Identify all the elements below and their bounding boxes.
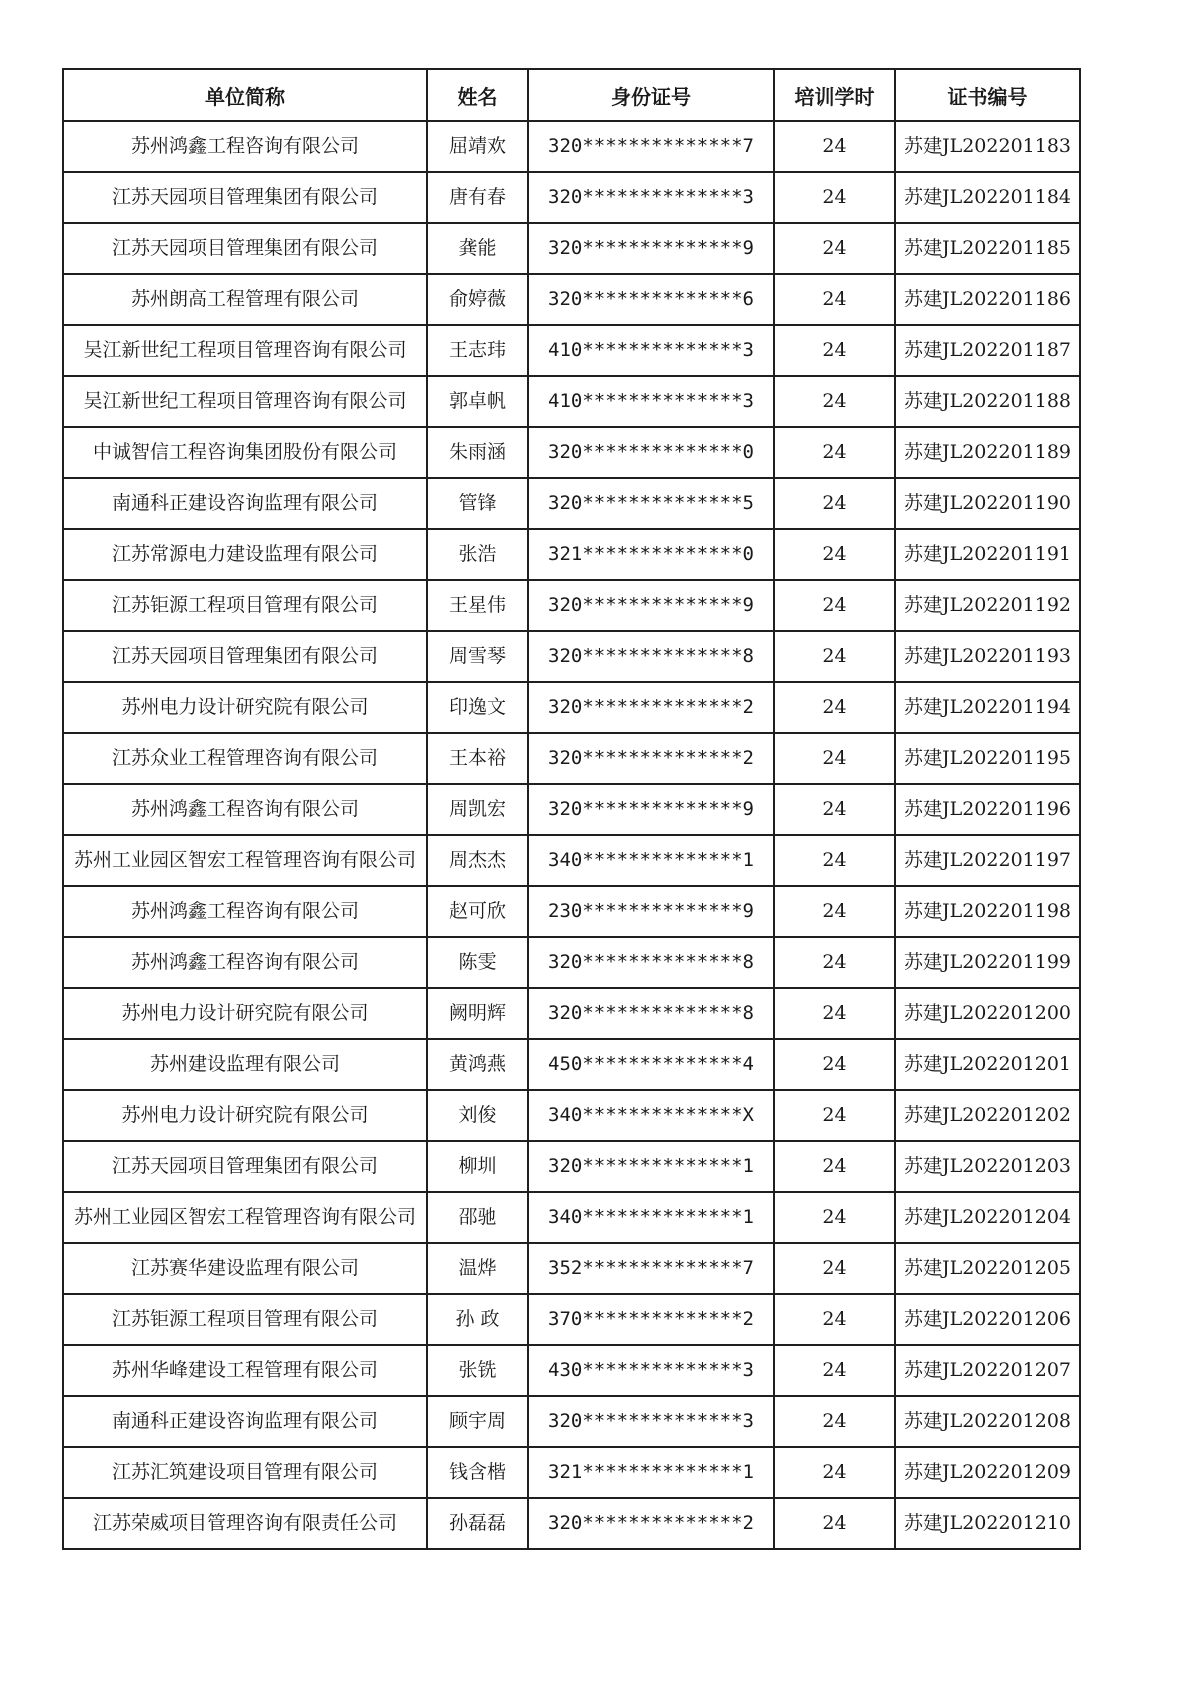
cell-certificate-number: 苏建JL202201207 xyxy=(895,1345,1080,1396)
cell-training-hours: 24 xyxy=(774,733,895,784)
cell-unit: 苏州电力设计研究院有限公司 xyxy=(63,1090,427,1141)
cell-unit: 江苏钜源工程项目管理有限公司 xyxy=(63,580,427,631)
cell-unit: 江苏天园项目管理集团有限公司 xyxy=(63,172,427,223)
cell-id-number: 320**************2 xyxy=(528,1498,774,1549)
table-row xyxy=(63,1039,1080,1090)
cell-id-number: 320**************3 xyxy=(528,1396,774,1447)
training-certificate-table xyxy=(62,68,1081,1550)
cell-certificate-number: 苏建JL202201206 xyxy=(895,1294,1080,1345)
table-row xyxy=(63,1090,1080,1141)
cell-name: 管锋 xyxy=(427,478,528,529)
cell-id-number: 430**************3 xyxy=(528,1345,774,1396)
cell-unit: 江苏天园项目管理集团有限公司 xyxy=(63,223,427,274)
cell-name: 屈靖欢 xyxy=(427,121,528,172)
cell-name: 孙 政 xyxy=(427,1294,528,1345)
cell-name: 邵驰 xyxy=(427,1192,528,1243)
table-row xyxy=(63,376,1080,427)
cell-training-hours: 24 xyxy=(774,631,895,682)
cell-certificate-number: 苏建JL202201192 xyxy=(895,580,1080,631)
cell-certificate-number: 苏建JL202201210 xyxy=(895,1498,1080,1549)
cell-training-hours: 24 xyxy=(774,580,895,631)
cell-name: 阙明辉 xyxy=(427,988,528,1039)
cell-certificate-number: 苏建JL202201197 xyxy=(895,835,1080,886)
cell-certificate-number: 苏建JL202201198 xyxy=(895,886,1080,937)
cell-certificate-number: 苏建JL202201203 xyxy=(895,1141,1080,1192)
cell-id-number: 320**************2 xyxy=(528,733,774,784)
cell-name: 王本裕 xyxy=(427,733,528,784)
cell-id-number: 320**************9 xyxy=(528,580,774,631)
cell-certificate-number: 苏建JL202201193 xyxy=(895,631,1080,682)
cell-training-hours: 24 xyxy=(774,1141,895,1192)
cell-training-hours: 24 xyxy=(774,835,895,886)
table-header xyxy=(63,69,1080,121)
cell-certificate-number: 苏建JL202201199 xyxy=(895,937,1080,988)
cell-training-hours: 24 xyxy=(774,223,895,274)
cell-certificate-number: 苏建JL202201190 xyxy=(895,478,1080,529)
table-row xyxy=(63,631,1080,682)
cell-certificate-number: 苏建JL202201186 xyxy=(895,274,1080,325)
cell-certificate-number: 苏建JL202201188 xyxy=(895,376,1080,427)
cell-id-number: 321**************0 xyxy=(528,529,774,580)
cell-unit: 江苏众业工程管理咨询有限公司 xyxy=(63,733,427,784)
table-row xyxy=(63,784,1080,835)
cell-id-number: 320**************1 xyxy=(528,1141,774,1192)
table-row xyxy=(63,580,1080,631)
cell-name: 周雪琴 xyxy=(427,631,528,682)
cell-training-hours: 24 xyxy=(774,784,895,835)
cell-unit: 江苏荣威项目管理咨询有限责任公司 xyxy=(63,1498,427,1549)
cell-training-hours: 24 xyxy=(774,427,895,478)
cell-unit: 苏州鸿鑫工程咨询有限公司 xyxy=(63,937,427,988)
cell-id-number: 450**************4 xyxy=(528,1039,774,1090)
cell-training-hours: 24 xyxy=(774,937,895,988)
table-row xyxy=(63,274,1080,325)
cell-name: 赵可欣 xyxy=(427,886,528,937)
cell-id-number: 230**************9 xyxy=(528,886,774,937)
cell-name: 王志玮 xyxy=(427,325,528,376)
cell-id-number: 410**************3 xyxy=(528,376,774,427)
cell-certificate-number: 苏建JL202201204 xyxy=(895,1192,1080,1243)
header-id-number: 身份证号 xyxy=(528,69,774,121)
cell-unit: 苏州建设监理有限公司 xyxy=(63,1039,427,1090)
cell-name: 王星伟 xyxy=(427,580,528,631)
cell-training-hours: 24 xyxy=(774,172,895,223)
cell-unit: 苏州鸿鑫工程咨询有限公司 xyxy=(63,886,427,937)
cell-name: 张浩 xyxy=(427,529,528,580)
header-unit: 单位简称 xyxy=(63,69,427,121)
cell-name: 黄鸿燕 xyxy=(427,1039,528,1090)
cell-training-hours: 24 xyxy=(774,1039,895,1090)
table-row xyxy=(63,478,1080,529)
cell-id-number: 320**************9 xyxy=(528,223,774,274)
cell-name: 俞婷薇 xyxy=(427,274,528,325)
cell-unit: 吴江新世纪工程项目管理咨询有限公司 xyxy=(63,325,427,376)
cell-unit: 江苏汇筑建设项目管理有限公司 xyxy=(63,1447,427,1498)
cell-name: 周凯宏 xyxy=(427,784,528,835)
cell-training-hours: 24 xyxy=(774,121,895,172)
cell-unit: 苏州鸿鑫工程咨询有限公司 xyxy=(63,121,427,172)
cell-id-number: 320**************7 xyxy=(528,121,774,172)
cell-training-hours: 24 xyxy=(774,478,895,529)
table-row xyxy=(63,682,1080,733)
cell-name: 郭卓帆 xyxy=(427,376,528,427)
cell-training-hours: 24 xyxy=(774,988,895,1039)
cell-id-number: 320**************8 xyxy=(528,988,774,1039)
cell-id-number: 320**************8 xyxy=(528,937,774,988)
cell-id-number: 410**************3 xyxy=(528,325,774,376)
cell-certificate-number: 苏建JL202201200 xyxy=(895,988,1080,1039)
cell-id-number: 320**************9 xyxy=(528,784,774,835)
cell-certificate-number: 苏建JL202201201 xyxy=(895,1039,1080,1090)
table-row xyxy=(63,1243,1080,1294)
cell-training-hours: 24 xyxy=(774,886,895,937)
header-training-hours: 培训学时 xyxy=(774,69,895,121)
cell-id-number: 340**************X xyxy=(528,1090,774,1141)
cell-certificate-number: 苏建JL202201187 xyxy=(895,325,1080,376)
cell-name: 印逸文 xyxy=(427,682,528,733)
cell-training-hours: 24 xyxy=(774,1090,895,1141)
cell-unit: 吴江新世纪工程项目管理咨询有限公司 xyxy=(63,376,427,427)
cell-certificate-number: 苏建JL202201189 xyxy=(895,427,1080,478)
table-row xyxy=(63,223,1080,274)
cell-name: 温烨 xyxy=(427,1243,528,1294)
cell-name: 钱含楷 xyxy=(427,1447,528,1498)
cell-unit: 江苏天园项目管理集团有限公司 xyxy=(63,631,427,682)
table-row xyxy=(63,427,1080,478)
cell-training-hours: 24 xyxy=(774,1396,895,1447)
cell-training-hours: 24 xyxy=(774,1192,895,1243)
cell-certificate-number: 苏建JL202201195 xyxy=(895,733,1080,784)
cell-name: 周杰杰 xyxy=(427,835,528,886)
cell-id-number: 321**************1 xyxy=(528,1447,774,1498)
cell-training-hours: 24 xyxy=(774,1447,895,1498)
table-row xyxy=(63,937,1080,988)
table-row xyxy=(63,988,1080,1039)
cell-certificate-number: 苏建JL202201185 xyxy=(895,223,1080,274)
cell-id-number: 352**************7 xyxy=(528,1243,774,1294)
cell-training-hours: 24 xyxy=(774,1498,895,1549)
cell-unit: 江苏常源电力建设监理有限公司 xyxy=(63,529,427,580)
cell-training-hours: 24 xyxy=(774,529,895,580)
cell-certificate-number: 苏建JL202201209 xyxy=(895,1447,1080,1498)
table-row xyxy=(63,325,1080,376)
cell-training-hours: 24 xyxy=(774,682,895,733)
table-row xyxy=(63,529,1080,580)
cell-training-hours: 24 xyxy=(774,274,895,325)
table-row xyxy=(63,172,1080,223)
cell-name: 刘俊 xyxy=(427,1090,528,1141)
table-row xyxy=(63,835,1080,886)
table-row xyxy=(63,1396,1080,1447)
cell-unit: 苏州工业园区智宏工程管理咨询有限公司 xyxy=(63,1192,427,1243)
cell-certificate-number: 苏建JL202201184 xyxy=(895,172,1080,223)
cell-name: 孙磊磊 xyxy=(427,1498,528,1549)
cell-unit: 苏州华峰建设工程管理有限公司 xyxy=(63,1345,427,1396)
cell-unit: 苏州电力设计研究院有限公司 xyxy=(63,682,427,733)
header-certificate-number: 证书编号 xyxy=(895,69,1080,121)
table-row xyxy=(63,886,1080,937)
table-row xyxy=(63,733,1080,784)
cell-unit: 中诚智信工程咨询集团股份有限公司 xyxy=(63,427,427,478)
table-row xyxy=(63,1498,1080,1549)
cell-training-hours: 24 xyxy=(774,1345,895,1396)
cell-unit: 苏州朗高工程管理有限公司 xyxy=(63,274,427,325)
table-body xyxy=(63,121,1080,1549)
cell-unit: 江苏钜源工程项目管理有限公司 xyxy=(63,1294,427,1345)
cell-unit: 江苏天园项目管理集团有限公司 xyxy=(63,1141,427,1192)
cell-name: 陈雯 xyxy=(427,937,528,988)
cell-id-number: 320**************2 xyxy=(528,682,774,733)
header-row xyxy=(63,69,1080,121)
cell-training-hours: 24 xyxy=(774,1294,895,1345)
cell-certificate-number: 苏建JL202201194 xyxy=(895,682,1080,733)
cell-id-number: 370**************2 xyxy=(528,1294,774,1345)
cell-name: 顾宇周 xyxy=(427,1396,528,1447)
cell-certificate-number: 苏建JL202201202 xyxy=(895,1090,1080,1141)
cell-certificate-number: 苏建JL202201191 xyxy=(895,529,1080,580)
cell-unit: 苏州鸿鑫工程咨询有限公司 xyxy=(63,784,427,835)
table-row xyxy=(63,1192,1080,1243)
cell-unit: 南通科正建设咨询监理有限公司 xyxy=(63,478,427,529)
cell-certificate-number: 苏建JL202201196 xyxy=(895,784,1080,835)
table-row xyxy=(63,1294,1080,1345)
cell-id-number: 320**************3 xyxy=(528,172,774,223)
cell-unit: 苏州电力设计研究院有限公司 xyxy=(63,988,427,1039)
cell-name: 张铣 xyxy=(427,1345,528,1396)
cell-id-number: 340**************1 xyxy=(528,1192,774,1243)
table-row xyxy=(63,1345,1080,1396)
table-row xyxy=(63,1141,1080,1192)
table-row xyxy=(63,1447,1080,1498)
cell-certificate-number: 苏建JL202201205 xyxy=(895,1243,1080,1294)
cell-certificate-number: 苏建JL202201183 xyxy=(895,121,1080,172)
cell-name: 龚能 xyxy=(427,223,528,274)
cell-id-number: 320**************5 xyxy=(528,478,774,529)
table-row xyxy=(63,121,1080,172)
cell-id-number: 340**************1 xyxy=(528,835,774,886)
cell-name: 柳圳 xyxy=(427,1141,528,1192)
cell-id-number: 320**************0 xyxy=(528,427,774,478)
cell-id-number: 320**************6 xyxy=(528,274,774,325)
header-name: 姓名 xyxy=(427,69,528,121)
cell-unit: 江苏赛华建设监理有限公司 xyxy=(63,1243,427,1294)
cell-training-hours: 24 xyxy=(774,1243,895,1294)
cell-name: 朱雨涵 xyxy=(427,427,528,478)
cell-training-hours: 24 xyxy=(774,325,895,376)
cell-training-hours: 24 xyxy=(774,376,895,427)
cell-certificate-number: 苏建JL202201208 xyxy=(895,1396,1080,1447)
cell-name: 唐有春 xyxy=(427,172,528,223)
cell-id-number: 320**************8 xyxy=(528,631,774,682)
cell-unit: 苏州工业园区智宏工程管理咨询有限公司 xyxy=(63,835,427,886)
cell-unit: 南通科正建设咨询监理有限公司 xyxy=(63,1396,427,1447)
